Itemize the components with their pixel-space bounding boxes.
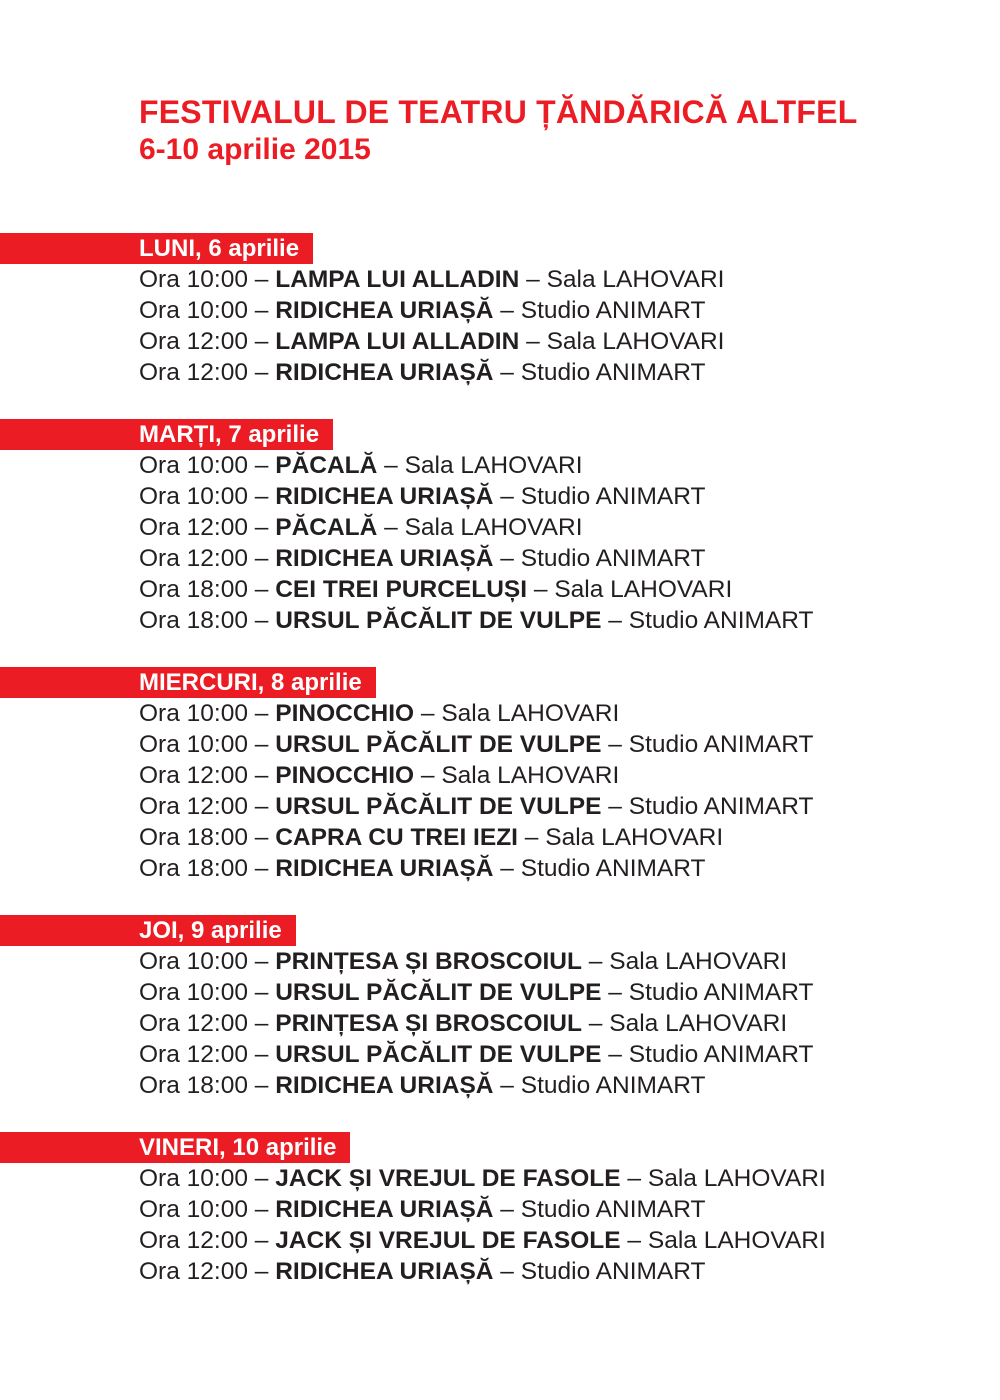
venue: Studio ANIMART bbox=[520, 855, 706, 882]
venue: Studio ANIMART bbox=[520, 1258, 706, 1285]
separator: – bbox=[524, 824, 539, 851]
show-title: PĂCALĂ bbox=[275, 452, 378, 479]
event-time: Ora 12:00 bbox=[139, 359, 248, 386]
event-time: Ora 12:00 bbox=[139, 793, 248, 820]
day-header: JOI, 9 aprilie bbox=[0, 915, 296, 946]
day-header: LUNI, 6 aprilie bbox=[0, 233, 313, 264]
day-section-monday bbox=[0, 233, 1000, 388]
schedule-row bbox=[0, 1256, 1000, 1287]
separator: – bbox=[526, 266, 540, 293]
separator: – bbox=[254, 266, 269, 293]
show-title: CAPRA CU TREI IEZI bbox=[275, 824, 518, 851]
separator: – bbox=[254, 483, 269, 510]
event-time: Ora 12:00 bbox=[139, 514, 248, 541]
event-time: Ora 10:00 bbox=[139, 948, 248, 975]
venue: Studio ANIMART bbox=[520, 297, 706, 324]
schedule-row bbox=[0, 295, 1000, 326]
separator: – bbox=[608, 979, 622, 1006]
separator: – bbox=[254, 297, 269, 324]
show-title: PĂCALĂ bbox=[275, 514, 378, 541]
separator: – bbox=[500, 1196, 514, 1223]
event-time: Ora 10:00 bbox=[139, 1196, 248, 1223]
venue: Studio ANIMART bbox=[628, 731, 814, 758]
separator: – bbox=[254, 731, 269, 758]
venue: Studio ANIMART bbox=[628, 793, 814, 820]
schedule-row bbox=[0, 574, 1000, 605]
separator: – bbox=[500, 359, 514, 386]
show-title: PRINȚESA ȘI BROSCOIUL bbox=[275, 948, 582, 975]
venue: Sala LAHOVARI bbox=[545, 824, 724, 851]
separator: – bbox=[500, 483, 514, 510]
venue: Sala LAHOVARI bbox=[441, 762, 620, 789]
venue: Studio ANIMART bbox=[520, 483, 706, 510]
separator: – bbox=[608, 607, 622, 634]
show-title: JACK ȘI VREJUL DE FASOLE bbox=[275, 1227, 621, 1254]
show-title: URSUL PĂCĂLIT DE VULPE bbox=[275, 793, 602, 820]
schedule-row bbox=[0, 760, 1000, 791]
venue: Sala LAHOVARI bbox=[554, 576, 733, 603]
separator: – bbox=[384, 452, 398, 479]
separator: – bbox=[254, 1227, 269, 1254]
event-time: Ora 10:00 bbox=[139, 452, 248, 479]
venue: Studio ANIMART bbox=[520, 1196, 706, 1223]
separator: – bbox=[254, 979, 269, 1006]
schedule-row bbox=[0, 1194, 1000, 1225]
separator: – bbox=[254, 452, 269, 479]
show-title: RIDICHEA URIAȘĂ bbox=[275, 359, 494, 386]
separator: – bbox=[588, 948, 603, 975]
event-time: Ora 18:00 bbox=[139, 1072, 248, 1099]
day-header: MARȚI, 7 aprilie bbox=[0, 419, 333, 450]
venue: Studio ANIMART bbox=[628, 607, 814, 634]
festival-dates: 6-10 aprilie 2015 bbox=[139, 133, 371, 166]
separator: – bbox=[254, 514, 269, 541]
day-header: MIERCURI, 8 aprilie bbox=[0, 667, 376, 698]
schedule-row bbox=[0, 1163, 1000, 1194]
separator: – bbox=[254, 824, 269, 851]
schedule-row bbox=[0, 729, 1000, 760]
separator: – bbox=[384, 514, 398, 541]
schedule-row bbox=[0, 326, 1000, 357]
event-time: Ora 12:00 bbox=[139, 1227, 248, 1254]
event-time: Ora 12:00 bbox=[139, 328, 248, 355]
schedule-row bbox=[0, 512, 1000, 543]
venue: Sala LAHOVARI bbox=[546, 266, 725, 293]
schedule-row bbox=[0, 946, 1000, 977]
event-time: Ora 10:00 bbox=[139, 700, 248, 727]
venue: Sala LAHOVARI bbox=[647, 1165, 826, 1192]
separator: – bbox=[254, 1010, 269, 1037]
venue: Studio ANIMART bbox=[520, 359, 706, 386]
schedule-row bbox=[0, 822, 1000, 853]
separator: – bbox=[254, 576, 269, 603]
show-title: RIDICHEA URIAȘĂ bbox=[275, 1072, 494, 1099]
show-title: LAMPA LUI ALLADIN bbox=[275, 328, 520, 355]
show-title: URSUL PĂCĂLIT DE VULPE bbox=[275, 607, 602, 634]
venue: Studio ANIMART bbox=[520, 545, 706, 572]
separator: – bbox=[420, 700, 435, 727]
day-header: VINERI, 10 aprilie bbox=[0, 1132, 350, 1163]
schedule-row bbox=[0, 1039, 1000, 1070]
schedule-row bbox=[0, 481, 1000, 512]
day-section-wednesday bbox=[0, 667, 1000, 884]
day-section-tuesday bbox=[0, 419, 1000, 636]
separator: – bbox=[254, 545, 269, 572]
schedule-row bbox=[0, 791, 1000, 822]
schedule-row bbox=[0, 1008, 1000, 1039]
schedule-row bbox=[0, 1225, 1000, 1256]
separator: – bbox=[254, 948, 269, 975]
separator: – bbox=[500, 855, 514, 882]
separator: – bbox=[254, 793, 269, 820]
venue: Sala LAHOVARI bbox=[609, 948, 788, 975]
day-section-thursday bbox=[0, 915, 1000, 1101]
venue: Studio ANIMART bbox=[628, 1041, 814, 1068]
separator: – bbox=[627, 1227, 642, 1254]
separator: – bbox=[533, 576, 548, 603]
show-title: CEI TREI PURCELUȘI bbox=[275, 576, 528, 603]
venue: Sala LAHOVARI bbox=[609, 1010, 788, 1037]
separator: – bbox=[500, 545, 514, 572]
show-title: PRINȚESA ȘI BROSCOIUL bbox=[275, 1010, 582, 1037]
schedule-row bbox=[0, 543, 1000, 574]
schedule-row bbox=[0, 357, 1000, 388]
schedule-row bbox=[0, 698, 1000, 729]
festival-header bbox=[139, 92, 857, 168]
separator: – bbox=[500, 1072, 514, 1099]
event-time: Ora 18:00 bbox=[139, 576, 248, 603]
show-title: RIDICHEA URIAȘĂ bbox=[275, 545, 494, 572]
event-time: Ora 12:00 bbox=[139, 1258, 248, 1285]
event-time: Ora 10:00 bbox=[139, 731, 248, 758]
separator: – bbox=[254, 1258, 269, 1285]
separator: – bbox=[627, 1165, 642, 1192]
venue: Sala LAHOVARI bbox=[647, 1227, 826, 1254]
separator: – bbox=[588, 1010, 603, 1037]
festival-title: FESTIVALUL DE TEATRU ȚĂNDĂRICĂ ALTFEL bbox=[139, 94, 858, 130]
show-title: RIDICHEA URIAȘĂ bbox=[275, 297, 494, 324]
venue: Studio ANIMART bbox=[628, 979, 814, 1006]
separator: – bbox=[500, 1258, 514, 1285]
event-time: Ora 12:00 bbox=[139, 1041, 248, 1068]
event-time: Ora 12:00 bbox=[139, 1010, 248, 1037]
show-title: RIDICHEA URIAȘĂ bbox=[275, 483, 494, 510]
show-title: URSUL PĂCĂLIT DE VULPE bbox=[275, 731, 602, 758]
schedule-row bbox=[0, 605, 1000, 636]
separator: – bbox=[254, 762, 269, 789]
show-title: RIDICHEA URIAȘĂ bbox=[275, 855, 494, 882]
separator: – bbox=[254, 359, 269, 386]
venue: Sala LAHOVARI bbox=[546, 328, 725, 355]
show-title: URSUL PĂCĂLIT DE VULPE bbox=[275, 1041, 602, 1068]
schedule-row bbox=[0, 450, 1000, 481]
event-time: Ora 10:00 bbox=[139, 979, 248, 1006]
show-title: JACK ȘI VREJUL DE FASOLE bbox=[275, 1165, 621, 1192]
venue: Studio ANIMART bbox=[520, 1072, 706, 1099]
separator: – bbox=[608, 731, 622, 758]
separator: – bbox=[254, 700, 269, 727]
schedule-row bbox=[0, 977, 1000, 1008]
separator: – bbox=[254, 607, 269, 634]
separator: – bbox=[500, 297, 514, 324]
show-title: PINOCCHIO bbox=[275, 762, 415, 789]
event-time: Ora 10:00 bbox=[139, 1165, 248, 1192]
separator: – bbox=[420, 762, 435, 789]
separator: – bbox=[526, 328, 540, 355]
event-time: Ora 10:00 bbox=[139, 266, 248, 293]
day-section-friday bbox=[0, 1132, 1000, 1287]
show-title: RIDICHEA URIAȘĂ bbox=[275, 1196, 494, 1223]
event-time: Ora 12:00 bbox=[139, 762, 248, 789]
show-title: PINOCCHIO bbox=[275, 700, 415, 727]
event-time: Ora 18:00 bbox=[139, 824, 248, 851]
show-title: RIDICHEA URIAȘĂ bbox=[275, 1258, 494, 1285]
schedule-row bbox=[0, 1070, 1000, 1101]
schedule-row bbox=[0, 264, 1000, 295]
separator: – bbox=[254, 1196, 269, 1223]
venue: Sala LAHOVARI bbox=[404, 514, 583, 541]
venue: Sala LAHOVARI bbox=[404, 452, 583, 479]
separator: – bbox=[254, 1041, 269, 1068]
separator: – bbox=[254, 855, 269, 882]
show-title: LAMPA LUI ALLADIN bbox=[275, 266, 520, 293]
venue: Sala LAHOVARI bbox=[441, 700, 620, 727]
separator: – bbox=[254, 1072, 269, 1099]
separator: – bbox=[254, 328, 269, 355]
separator: – bbox=[608, 1041, 622, 1068]
separator: – bbox=[608, 793, 622, 820]
event-time: Ora 10:00 bbox=[139, 297, 248, 324]
show-title: URSUL PĂCĂLIT DE VULPE bbox=[275, 979, 602, 1006]
event-time: Ora 18:00 bbox=[139, 855, 248, 882]
event-time: Ora 18:00 bbox=[139, 607, 248, 634]
event-time: Ora 10:00 bbox=[139, 483, 248, 510]
event-time: Ora 12:00 bbox=[139, 545, 248, 572]
schedule-row bbox=[0, 853, 1000, 884]
separator: – bbox=[254, 1165, 269, 1192]
